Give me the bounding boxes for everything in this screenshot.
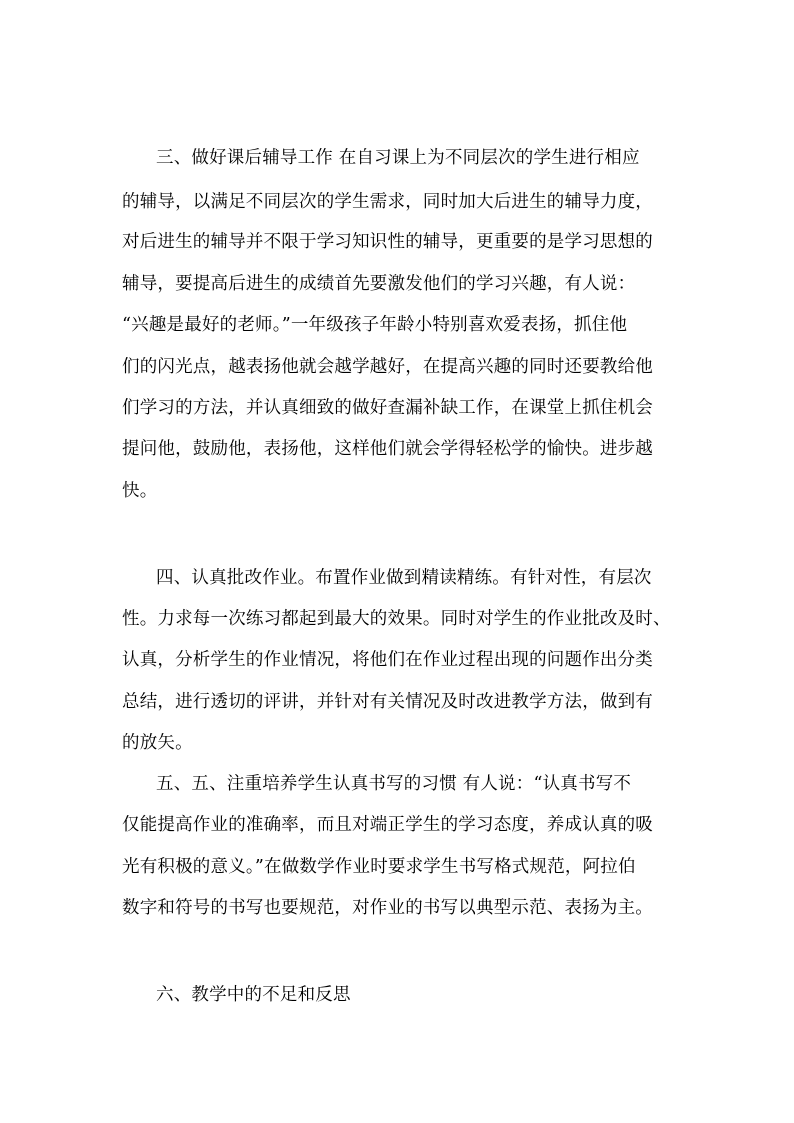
text-line: 总结，进行透切的评讲，并针对有关情况及时改进教学方法，做到有 [122,692,653,712]
text-line: 三、做好课后辅导工作 在自习课上为不同层次的学生进行相应 [156,148,640,168]
text-line: 对后进生的辅导并不限于学习知识性的辅导，更重要的是学习思想的 [122,232,653,252]
text-line: 四、认真批改作业。布置作业做到精读精练。有针对性，有层次 [156,568,652,588]
section-6-heading: 六、教学中的不足和反思 [156,985,351,1005]
text-line: 认真，分析学生的作业情况，将他们在作业过程出现的问题作出分类 [122,650,653,670]
text-line: 的辅导，以满足不同层次的学生需求，同时加大后进生的辅导力度， [122,192,653,212]
text-line: 数字和符号的书写也要规范，对作业的书写以典型示范、表扬为主。 [122,898,653,918]
text-line: 仅能提高作业的准确率，而且对端正学生的学习态度，养成认真的吸 [122,815,653,835]
text-line: 们学习的方法，并认真细致的做好查漏补缺工作，在课堂上抓住机会 [122,398,653,418]
text-line: 五、五、注重培养学生认真书写的习惯 有人说：“认真书写不 [156,774,632,794]
text-line: 性。力求每一次练习都起到最大的效果。同时对学生的作业批改及时、 [122,609,671,629]
text-line: 光有积极的意义。”在做数学作业时要求学生书写格式规范，阿拉伯 [122,857,636,877]
text-line: 辅导，要提高后进生的成绩首先要激发他们的学习兴趣，有人说： [122,274,636,294]
text-line: 们的闪光点，越表扬他就会越学越好，在提高兴趣的同时还要教给他 [122,357,653,377]
text-line: 的放矢。 [122,733,193,753]
text-line: “兴趣是最好的老师。”一年级孩子年龄小特别喜欢爱表扬，抓住他 [122,315,628,335]
text-line: 提问他，鼓励他，表扬他，这样他们就会学得轻松学的愉快。进步越 [122,439,653,459]
text-line: 快。 [122,481,158,501]
